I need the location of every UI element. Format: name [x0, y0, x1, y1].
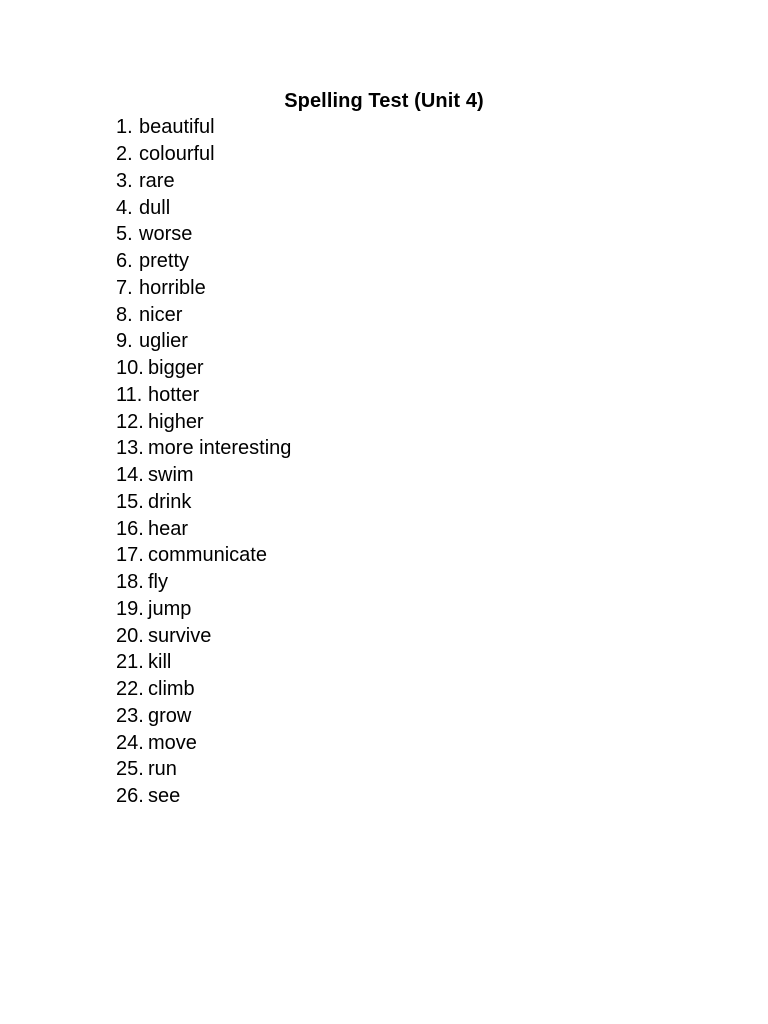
item-number: 23. — [116, 704, 144, 727]
spelling-word: drink — [148, 490, 192, 513]
item-number: 17. — [116, 544, 144, 567]
item-number: 5. — [116, 223, 133, 246]
item-number: 18. — [116, 571, 144, 594]
spelling-word: climb — [148, 678, 195, 701]
list-item — [116, 542, 291, 569]
spelling-word: jump — [148, 597, 192, 620]
list-item — [116, 489, 291, 516]
list-item — [116, 194, 291, 221]
spelling-word: worse — [139, 223, 193, 246]
spelling-word-list — [116, 114, 291, 810]
item-number: 16. — [116, 517, 144, 540]
list-item — [116, 301, 291, 328]
item-number: 25. — [116, 758, 144, 781]
list-item — [116, 114, 291, 141]
item-number: 8. — [116, 303, 133, 326]
list-item — [116, 328, 291, 355]
spelling-word: rare — [139, 169, 175, 192]
spelling-word: horrible — [139, 276, 206, 299]
item-number: 26. — [116, 785, 144, 808]
spelling-word: see — [148, 785, 181, 808]
spelling-word: uglier — [139, 330, 188, 353]
item-number: 15. — [116, 490, 144, 513]
item-number: 3. — [116, 169, 133, 192]
spelling-word: grow — [148, 704, 192, 727]
spelling-word: fly — [148, 571, 168, 594]
item-number: 11. — [116, 383, 143, 406]
list-item — [116, 756, 291, 783]
spelling-word: nicer — [139, 303, 183, 326]
list-item — [116, 783, 291, 810]
list-item — [116, 355, 291, 382]
list-item — [116, 622, 291, 649]
list-item — [116, 676, 291, 703]
list-item — [116, 141, 291, 168]
item-number: 19. — [116, 597, 144, 620]
spelling-word: beautiful — [139, 116, 215, 139]
item-number: 4. — [116, 196, 133, 219]
spelling-word: kill — [148, 651, 172, 674]
item-number: 22. — [116, 678, 144, 701]
spelling-word: swim — [148, 464, 194, 487]
spelling-word: run — [148, 758, 177, 781]
item-number: 24. — [116, 731, 144, 754]
list-item — [116, 435, 291, 462]
item-number: 6. — [116, 250, 133, 273]
spelling-word: communicate — [148, 544, 267, 567]
list-item — [116, 649, 291, 676]
spelling-word: move — [148, 731, 197, 754]
list-item — [116, 729, 291, 756]
spelling-word: survive — [148, 624, 212, 647]
spelling-word: higher — [148, 410, 204, 433]
list-item — [116, 515, 291, 542]
spelling-word: colourful — [139, 143, 215, 166]
list-item — [116, 168, 291, 195]
list-item — [116, 569, 291, 596]
list-item — [116, 596, 291, 623]
list-item — [116, 275, 291, 302]
item-number: 14. — [116, 464, 144, 487]
item-number: 2. — [116, 143, 133, 166]
list-item — [116, 221, 291, 248]
list-item — [116, 462, 291, 489]
page-title: Spelling Test (Unit 4) — [284, 90, 484, 112]
list-item — [116, 703, 291, 730]
list-item — [116, 382, 291, 409]
item-number: 7. — [116, 276, 133, 299]
item-number: 10. — [116, 357, 144, 380]
spelling-word: bigger — [148, 357, 204, 380]
list-item — [116, 408, 291, 435]
spelling-word: pretty — [139, 250, 190, 273]
spelling-word: dull — [139, 196, 171, 219]
spelling-word: hotter — [148, 383, 200, 406]
spelling-word: more interesting — [148, 437, 292, 460]
item-number: 12. — [116, 410, 144, 433]
item-number: 9. — [116, 330, 133, 353]
list-item — [116, 248, 291, 275]
item-number: 20. — [116, 624, 144, 647]
item-number: 13. — [116, 437, 144, 460]
item-number: 1. — [116, 116, 133, 139]
item-number: 21. — [116, 651, 144, 674]
spelling-word: hear — [148, 517, 189, 540]
